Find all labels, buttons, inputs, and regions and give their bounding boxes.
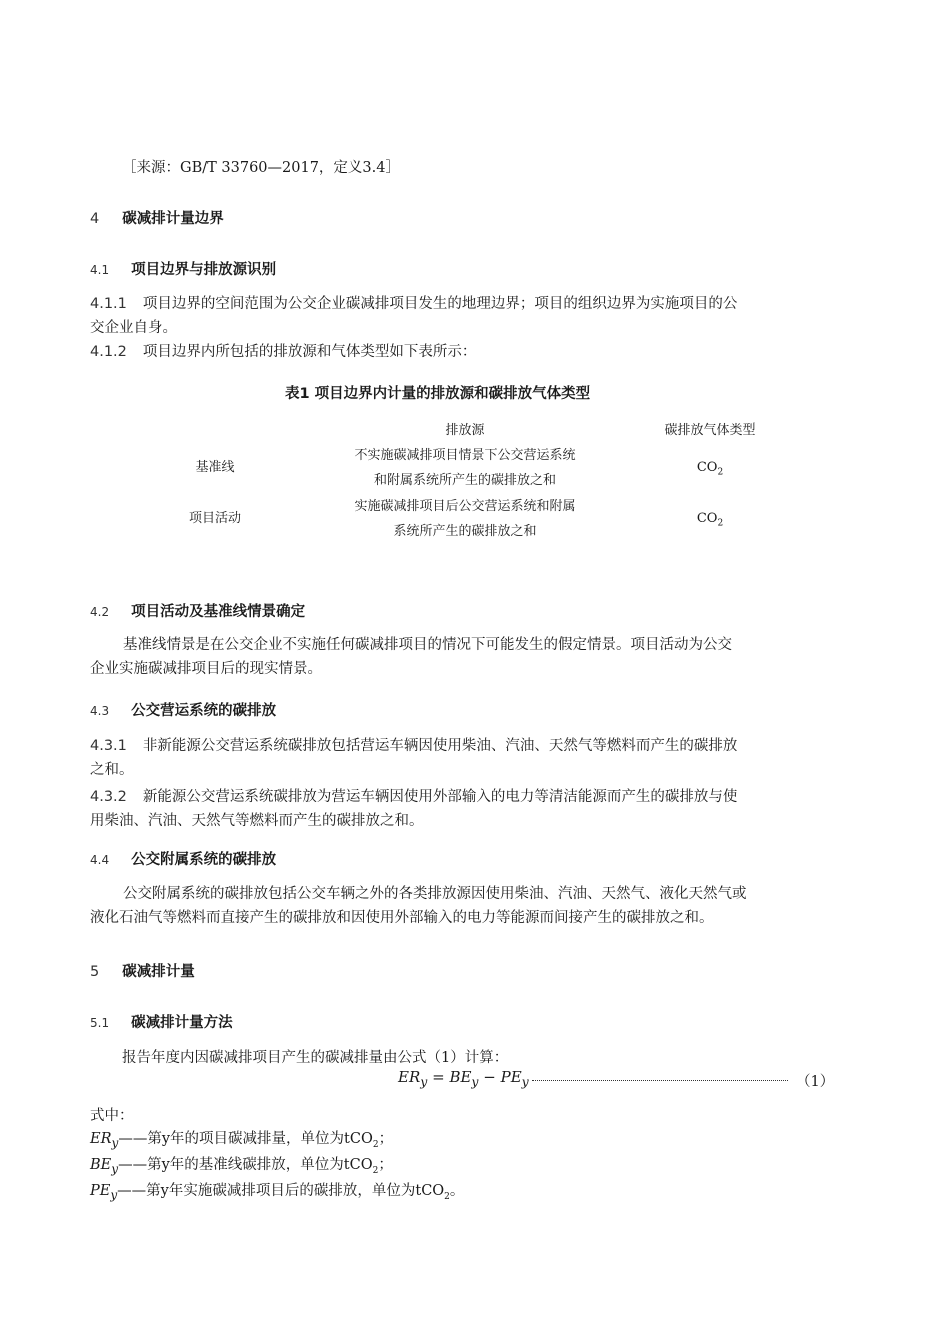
def-text: ——第y年的项目碳减排量，单位为tCO [118, 1131, 373, 1147]
clause-text-line1: 非新能源公交营运系统碳排放包括营运车辆因使用柴油、汽油、天然气等燃料而产生的碳排放 [142, 738, 738, 754]
def-symbol: PE [90, 1183, 111, 1199]
def-text: ——第y年实施碳减排项目后的碳排放，单位为tCO [117, 1183, 445, 1199]
formula-1: $ER_y = BE_y - PE_y$ [398, 1068, 529, 1089]
def-text: ——第y年的基准线碳排放，单位为tCO [118, 1157, 373, 1173]
formula-sub: y [420, 1074, 428, 1089]
section-title: 公交附属系统的碳排放 [131, 852, 277, 868]
section-number: 5 [90, 964, 100, 980]
def-unit-sub: 2 [444, 1191, 450, 1202]
def-symbol: BE [90, 1157, 112, 1173]
def-symbol: ER [90, 1131, 112, 1147]
clause-text: 项目边界内所包括的排放源和气体类型如下表所示： [142, 344, 477, 360]
gas-subscript: 2 [717, 518, 724, 529]
section-title: 碳减排计量方法 [131, 1015, 233, 1031]
table-header-gas: 碳排放气体类型 [664, 423, 756, 438]
section-number: 5.1 [90, 1016, 110, 1030]
clause-text-line2: 之和。 [90, 762, 134, 778]
clause-number: 4.3.2 [90, 789, 127, 805]
gas-formula: CO [696, 511, 718, 526]
formula-lhs: ER [398, 1068, 421, 1086]
section-title: 项目边界与排放源识别 [131, 262, 277, 278]
body-line2: 企业实施碳减排项目后的现实情景。 [90, 661, 322, 677]
row-label: 项目活动 [188, 511, 241, 526]
def-symbol-sub: y [110, 1187, 118, 1202]
section-number: 4 [90, 211, 100, 227]
section-title: 碳减排计量 [122, 964, 195, 980]
section-4-2-heading [90, 600, 305, 621]
definition-item [90, 1127, 393, 1150]
clause-4-3-1 [90, 734, 840, 782]
def-end: ； [378, 1131, 394, 1147]
formula-sub: y [521, 1074, 529, 1089]
row-gas [630, 506, 790, 537]
clause-4-1-2 [90, 340, 840, 364]
section-number: 4.3 [90, 704, 110, 718]
section-5-heading [90, 960, 195, 981]
section-4-1-heading [90, 258, 276, 279]
where-label: 式中： [90, 1108, 134, 1124]
section-title: 碳减排计量边界 [122, 211, 224, 227]
body-line1: 基准线情景是在公交企业不实施任何碳减排项目的情况下可能发生的假定情景。项目活动为公交 [123, 637, 732, 653]
definition-item [90, 1153, 393, 1176]
section-4-4-body [90, 882, 840, 930]
row-label: 基准线 [195, 460, 235, 475]
row-source-line2: 系统所产生的碳排放之和 [393, 524, 537, 539]
row-source [315, 494, 615, 544]
section-4-3-heading [90, 699, 276, 720]
row-source-line1: 实施碳减排项目后公交营运系统和附属 [354, 499, 576, 514]
section-number: 4.1 [90, 263, 110, 277]
def-symbol-sub: y [111, 1135, 119, 1150]
section-number: 4.4 [90, 853, 110, 867]
clause-number: 4.1.2 [90, 344, 127, 360]
clause-number: 4.3.1 [90, 738, 127, 754]
formula-leader-dots [532, 1080, 788, 1081]
gas-formula: CO [696, 460, 718, 475]
clause-4-3-2 [90, 785, 840, 833]
clause-text-line1: 项目边界的空间范围为公交企业碳减排项目发生的地理边界；项目的组织边界为实施项目的公 [142, 296, 738, 312]
table-caption: 表1 项目边界内计量的排放源和碳排放气体类型 [285, 386, 591, 402]
row-source [315, 443, 615, 493]
formula-sub: y [471, 1074, 479, 1089]
section-title: 项目活动及基准线情景确定 [131, 604, 306, 620]
definition-item [90, 1179, 464, 1202]
formula-rhs1: BE [449, 1068, 472, 1086]
body-line1: 公交附属系统的碳排放包括公交车辆之外的各类排放源因使用柴油、汽油、天然气、液化天然气或 [123, 886, 747, 902]
formula-intro: 报告年度内因碳减排项目产生的碳减排量由公式（1）计算： [122, 1050, 509, 1066]
section-number: 4.2 [90, 605, 110, 619]
formula-rhs2: PE [500, 1068, 522, 1086]
body-line2: 液化石油气等燃料而直接产生的碳排放和因使用外部输入的电力等能源而间接产生的碳排放之和。 [90, 910, 714, 926]
row-gas [630, 455, 790, 486]
section-4-4-heading [90, 848, 276, 869]
formula-number: （1） [796, 1074, 835, 1090]
def-unit-sub: 2 [372, 1165, 379, 1176]
clause-text-line2: 交企业自身。 [90, 320, 177, 336]
clause-4-1-1 [90, 292, 840, 340]
row-source-line2: 和附属系统所产生的碳排放之和 [373, 473, 556, 488]
def-symbol-sub: y [111, 1161, 119, 1176]
section-5-1-heading [90, 1011, 233, 1032]
source-note: ［来源：GB/T 33760—2017，定义3.4］ [122, 160, 400, 176]
clause-text-line2: 用柴油、汽油、天然气等燃料而产生的碳排放之和。 [90, 813, 424, 829]
def-unit-sub: 2 [372, 1139, 379, 1150]
def-end: 。 [449, 1183, 465, 1199]
def-end: ； [378, 1157, 393, 1173]
section-4-heading [90, 207, 224, 228]
clause-number: 4.1.1 [90, 296, 127, 312]
table-header-source: 排放源 [445, 423, 485, 438]
section-4-2-body [90, 633, 840, 681]
gas-subscript: 2 [717, 467, 724, 478]
clause-text-line1: 新能源公交营运系统碳排放为营运车辆因使用外部输入的电力等清洁能源而产生的碳排放与使 [142, 789, 738, 805]
row-source-line1: 不实施碳减排项目情景下公交营运系统 [354, 448, 576, 463]
section-title: 公交营运系统的碳排放 [131, 703, 277, 719]
